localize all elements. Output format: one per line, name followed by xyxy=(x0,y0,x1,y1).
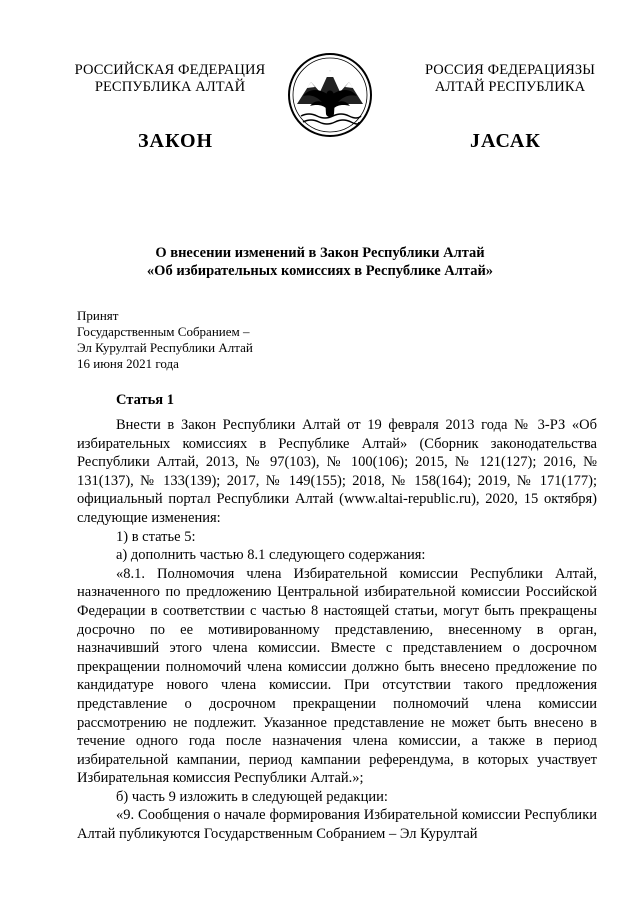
article-paragraph: б) часть 9 изложить в следующей редакции: xyxy=(116,788,388,805)
header-left xyxy=(60,62,280,96)
article-body xyxy=(77,416,597,844)
adoption-date: 16 июня 2021 года xyxy=(77,356,179,371)
header-right-line1: РОССИЯ ФЕДЕРАЦИЯЗЫ xyxy=(424,62,596,78)
article-paragraph: Внести в Закон Республики Алтай от 19 февраля 2013 года № 3-РЗ «Об избирательных комиссиях в Республике Алтай» (Сборник законодательства Республики Алтай, 2013, № 97(103), № 100(106); 2015, № 121(127); 2016, № 131(137), № 133(139); 2017, № 149(155); 2018, № 158(164); 2019, № 171(177); официальный портал Республики Алтай (www.altai-republic.ru), 2020, 15 октября) следующие изменения: xyxy=(77,417,597,526)
article-paragraph: а) дополнить частью 8.1 следующего содержания: xyxy=(116,547,426,564)
adoption-line1: Принят xyxy=(77,308,119,323)
adoption-line2: Государственным Собранием – xyxy=(77,324,250,339)
adoption-line3: Эл Курултай Республики Алтай xyxy=(77,340,253,355)
law-title-russian: ЗАКОН xyxy=(138,130,214,152)
article-paragraph: «9. Сообщения о начале формирования Избирательной комиссии Республики Алтай публикуются Государственным Собранием – Эл Курултай xyxy=(77,807,597,843)
law-subject xyxy=(100,244,540,280)
altai-emblem-icon xyxy=(287,52,373,138)
law-subject-line1: О внесении изменений в Закон Республики Алтай xyxy=(155,245,485,261)
header-left-line1: РОССИЙСКАЯ ФЕДЕРАЦИЯ xyxy=(74,62,266,78)
header-right xyxy=(410,62,610,96)
law-title-altai: ЈАСАК xyxy=(470,130,541,152)
article-paragraph: 1) в статье 5: xyxy=(116,528,196,545)
article-heading: Статья 1 xyxy=(116,392,174,408)
article-paragraph: «8.1. Полномочия члена Избирательной комиссии Республики Алтай, назначенного по предложению Центральной избирательной комиссии Российской Федерации в соответствии с частью 8 настоящей статьи, могут быть прекращены досрочно по ее мотивированному представлению, внесенному в орган, назначивший этого члена комиссии. Вместе с представлением о досрочном прекращении полномочий члена комиссии должно быть внесено предложение по кандидатуре нового члена комиссии. При отсутствии такого предложения представление о досрочном прекращении полномочий члена комиссии рассмотрению не подлежит. Указанное представление не может быть внесено в течение одного года после назначения члена комиссии, а также в период избирательной кампании, период кампании референдума, в которых участвует Избирательная комиссия Республики Алтай.»; xyxy=(77,565,597,787)
header-left-line2: РЕСПУБЛИКА АЛТАЙ xyxy=(94,79,246,95)
adoption-block xyxy=(77,308,253,372)
law-subject-line2: «Об избирательных комиссиях в Республике Алтай» xyxy=(146,263,494,279)
header-right-line2: АЛТАЙ РЕСПУБЛИКА xyxy=(434,79,586,95)
